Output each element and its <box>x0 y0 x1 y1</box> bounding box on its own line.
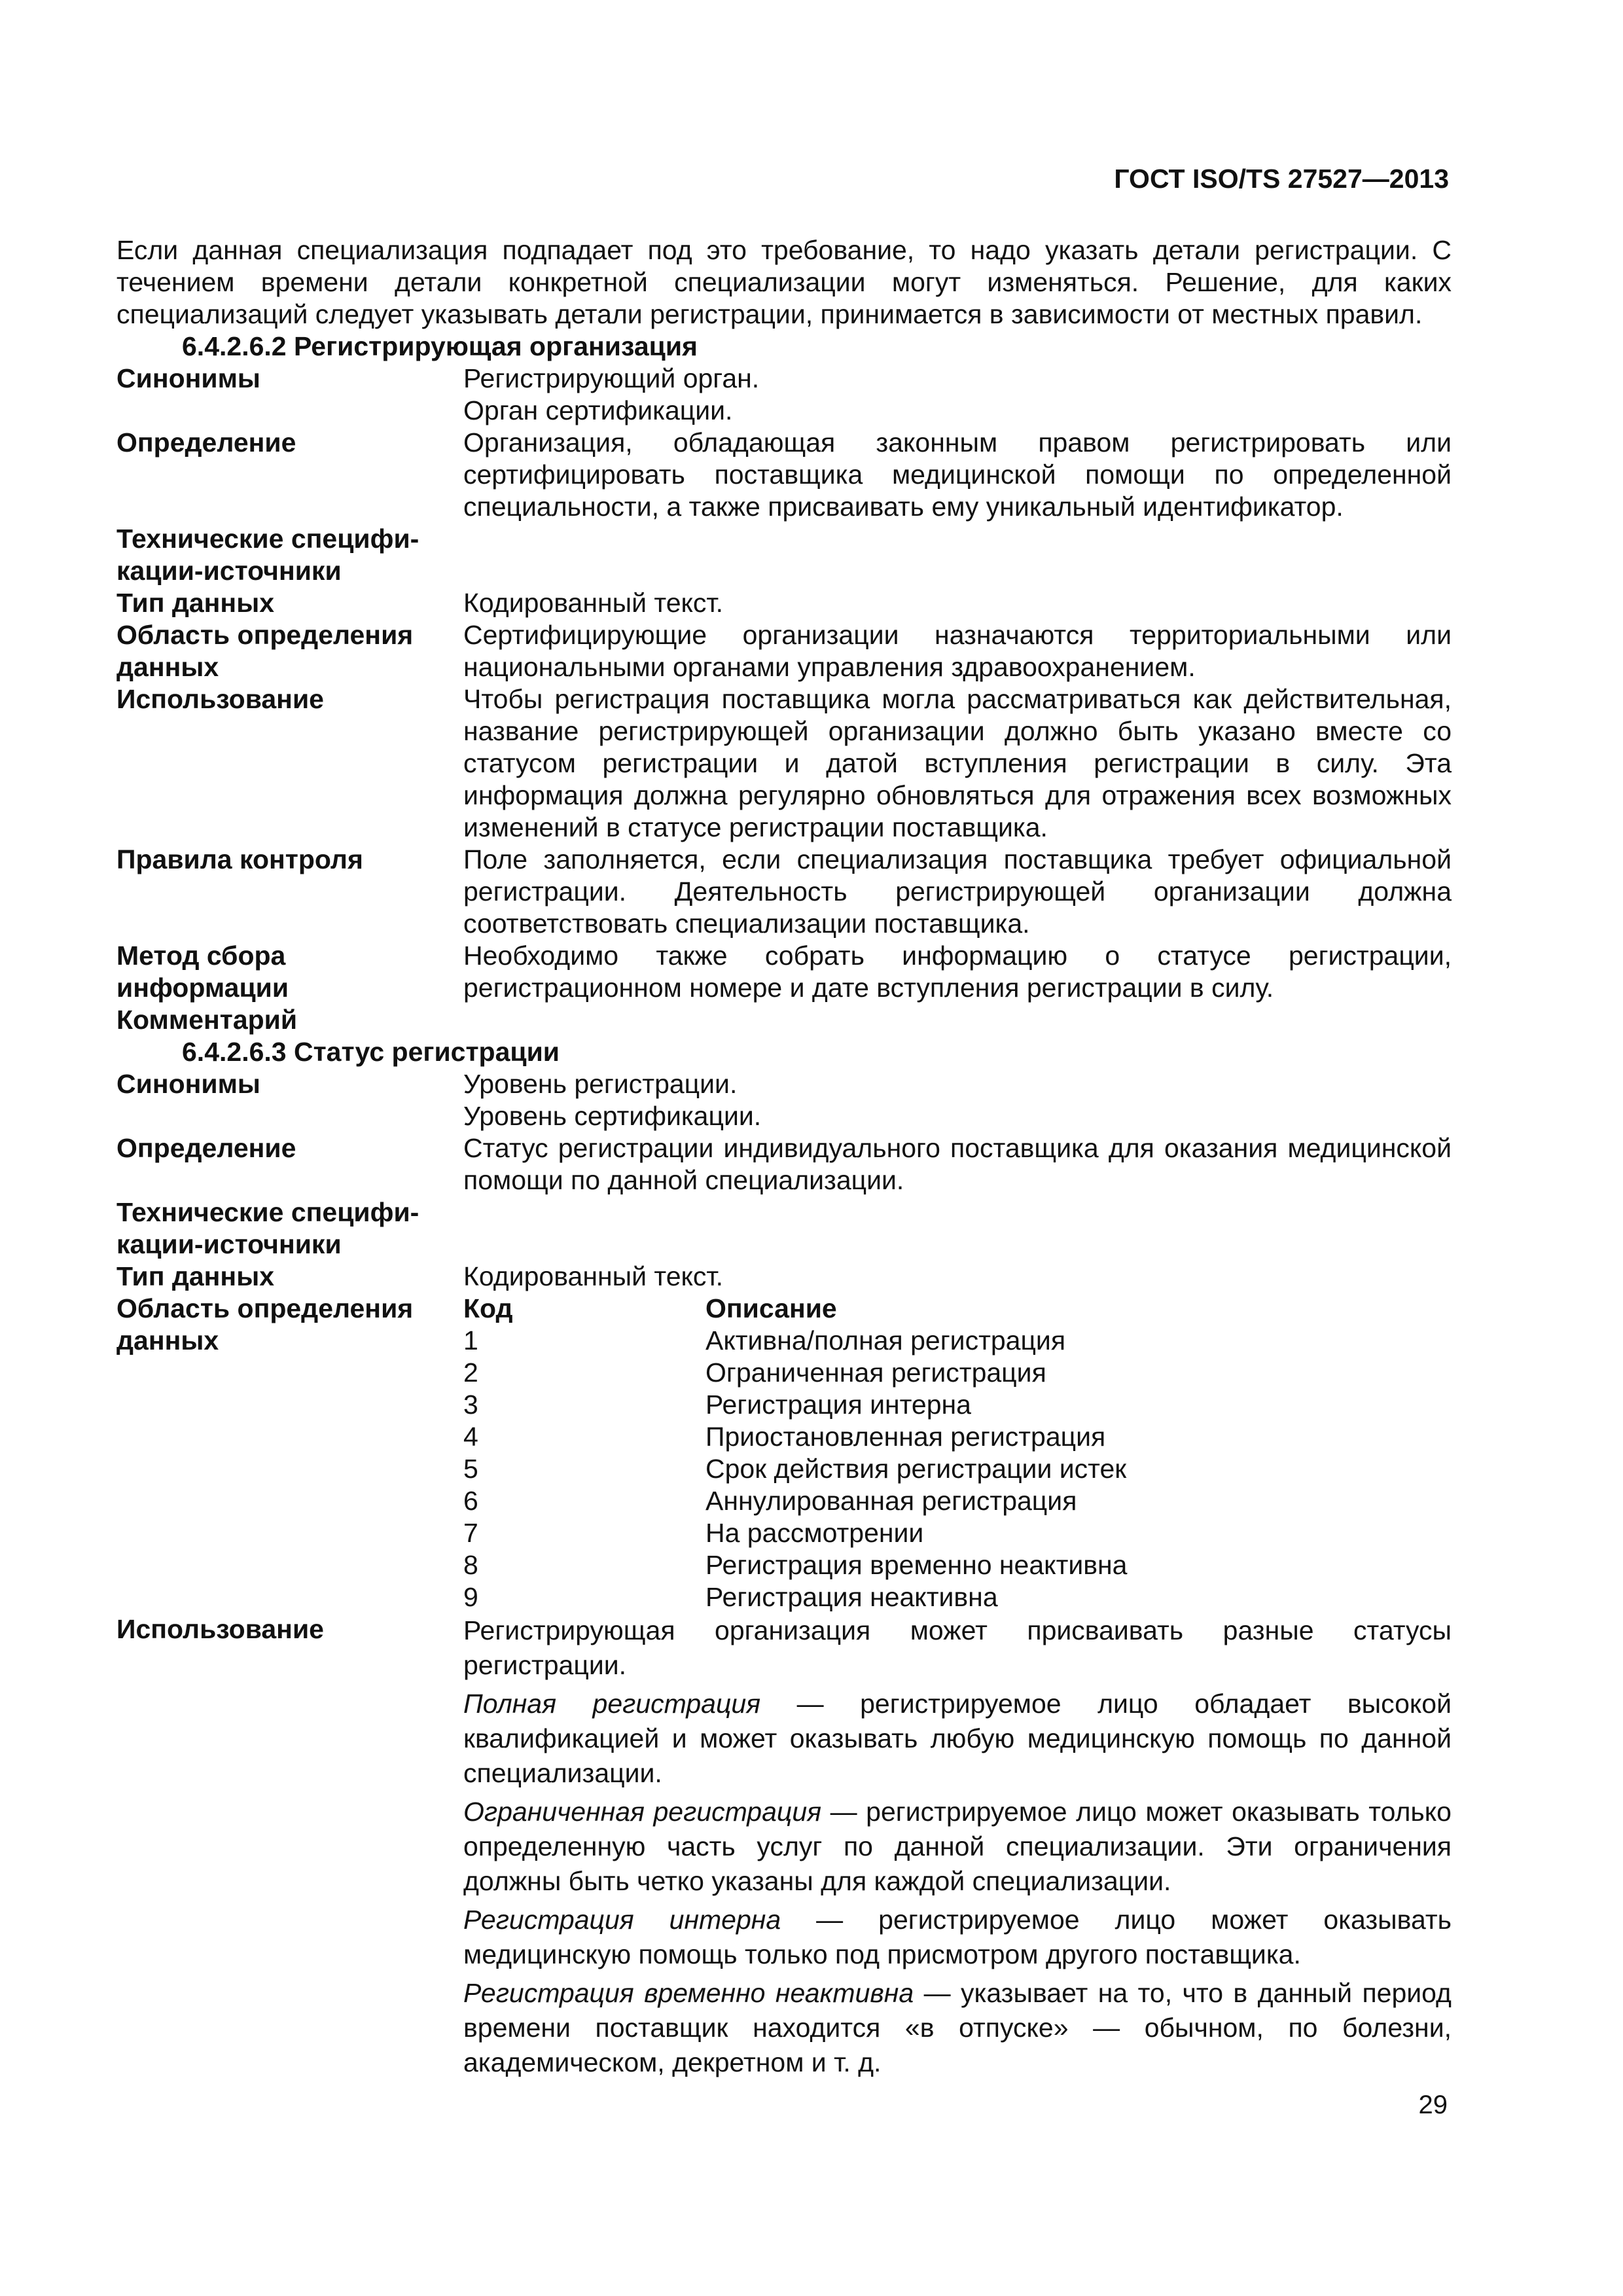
code-cell: 9 <box>463 1582 478 1612</box>
field-value: Поле заполняется, если специализация поставщика требует официальной регистрации. Деятельность регистрирующей организации должна соответствовать специализации поставщика. <box>463 844 1452 939</box>
field-row-usage <box>116 683 1452 844</box>
field-value: Кодированный текст. <box>463 1261 724 1291</box>
field-row-domain <box>116 1293 1452 1613</box>
field-value <box>463 523 1452 587</box>
description-cell: Срок действия регистрации истек <box>705 1454 1127 1484</box>
field-label: Метод сбора информации <box>116 941 289 1003</box>
usage-term: Регистрация интерна <box>463 1905 781 1935</box>
synonym-item: Уровень регистрации. <box>463 1069 738 1099</box>
field-row-definition <box>116 1132 1452 1196</box>
field-label: Технические специфи-кации-источники <box>116 524 419 586</box>
field-row-synonyms <box>116 363 1452 427</box>
field-row-synonyms <box>116 1068 1452 1132</box>
field-row-comment <box>116 1004 1452 1036</box>
code-cell: 6 <box>463 1486 478 1516</box>
field-label: Тип данных <box>116 588 275 618</box>
field-row-data-type <box>116 1261 1452 1293</box>
usage-text: — указывает на то, что в данный период времени поставщик находится «в отпуске» — обычном, по болезни, академическом, декретном и т. д. <box>463 1978 1452 2077</box>
description-column-header: Описание <box>705 1293 837 1323</box>
field-label: Тип данных <box>116 1261 275 1291</box>
code-column-header: Код <box>463 1293 513 1323</box>
field-value <box>463 363 1452 427</box>
field-value: Кодированный текст. <box>463 588 724 618</box>
usage-intro: Регистрирующая организация может присваивать разные статусы регистрации. <box>463 1615 1452 1680</box>
description-cell: Ограниченная регистрация <box>705 1357 1046 1388</box>
section-title-registration-status: 6.4.2.6.3 Статус регистрации <box>182 1037 560 1067</box>
field-value: Чтобы регистрация поставщика могла рассматриваться как действительная, название регистрирующей организации должно быть указано вместе со статусом регистрации и датой вступления регистрации в силу. Эта информация должна регулярно обновляться для отражения всех возможных изменений в статусе регистрации поставщика. <box>463 684 1452 842</box>
description-cell: Аннулированная регистрация <box>705 1486 1077 1516</box>
field-label: Использование <box>116 1614 324 1644</box>
field-label: Технические специфи-кации-источники <box>116 1197 419 1259</box>
field-label: Правила контроля <box>116 844 363 874</box>
field-value: Необходимо также собрать информацию о статусе регистрации, регистрационном номере и дате вступления регистрации в силу. <box>463 941 1452 1003</box>
usage-text: — регистрируемое лицо может оказывать медицинскую помощь только под присмотром другого поставщика. <box>463 1905 1452 1969</box>
usage-term: Регистрация временно неактивна <box>463 1978 914 2008</box>
field-row-definition <box>116 427 1452 523</box>
field-row-control-rules <box>116 844 1452 940</box>
code-table <box>463 1293 1452 1613</box>
usage-term: Ограниченная регистрация <box>463 1797 822 1827</box>
code-cell: 3 <box>463 1390 478 1420</box>
usage-text: — регистрируемое лицо обладает высокой квалификацией и может оказывать любую медицинскую помощь по данной специализации. <box>463 1689 1452 1788</box>
field-value <box>463 1293 1452 1613</box>
description-cell: Регистрация неактивна <box>705 1582 998 1612</box>
field-label: Синонимы <box>116 363 260 393</box>
code-cell: 2 <box>463 1357 478 1388</box>
synonym-item: Уровень сертификации. <box>463 1101 762 1131</box>
field-row-tech-specs <box>116 523 1452 587</box>
usage-item <box>463 1903 1452 1972</box>
field-label: Синонимы <box>116 1069 260 1099</box>
usage-term: Полная регистрация <box>463 1689 761 1719</box>
synonym-item: Орган сертификации. <box>463 395 733 425</box>
field-row-collection-method <box>116 940 1452 1004</box>
field-label: Определение <box>116 1133 296 1163</box>
field-value <box>463 1004 1452 1036</box>
field-value <box>463 1613 1452 2084</box>
field-label: Область определения данных <box>116 620 414 682</box>
code-cell: 8 <box>463 1550 478 1580</box>
field-label: Область определения данных <box>116 1293 414 1355</box>
section-title-registering-organization: 6.4.2.6.2 Регистрирующая организация <box>182 331 698 361</box>
page-content <box>116 234 1452 2084</box>
usage-item <box>463 1687 1452 1791</box>
usage-item <box>463 1795 1452 1899</box>
field-row-data-type <box>116 587 1452 619</box>
field-row-domain <box>116 619 1452 683</box>
field-row-usage <box>116 1613 1452 2084</box>
code-cell: 7 <box>463 1518 478 1548</box>
code-cell: 5 <box>463 1454 478 1484</box>
field-row-tech-specs <box>116 1196 1452 1261</box>
intro-paragraph: Если данная специализация подпадает под это требование, то надо указать детали регистрации. С течением времени детали конкретной специализации могут изменяться. Решение, для каких специализаций следует указывать детали регистрации, принимается в зависимости от местных правил. <box>116 235 1452 329</box>
field-value: Организация, обладающая законным правом регистрировать или сертифицировать поставщика медицинской помощи по определенной специальности, а также присваивать ему уникальный идентификатор. <box>463 427 1452 522</box>
code-cell: 1 <box>463 1325 478 1355</box>
field-value: Сертифицирующие организации назначаются территориальными или национальными органами управления здравоохранением. <box>463 620 1452 682</box>
field-value: Статус регистрации индивидуального поставщика для оказания медицинской помощи по данной специализации. <box>463 1133 1452 1195</box>
usage-text: — регистрируемое лицо может оказывать только определенную часть услуг по данной специализации. Эти ограничения должны быть четко указаны для каждой специализации. <box>463 1797 1452 1896</box>
description-cell: Активна/полная регистрация <box>705 1325 1066 1355</box>
description-cell: На рассмотрении <box>705 1518 924 1548</box>
field-value <box>463 1196 1452 1261</box>
page-number: 29 <box>1418 2090 1448 2119</box>
field-value <box>463 1068 1452 1132</box>
description-cell: Регистрация временно неактивна <box>705 1550 1128 1580</box>
description-cell: Регистрация интерна <box>705 1390 971 1420</box>
usage-item <box>463 1976 1452 2080</box>
document-code-header: ГОСТ ISO/TS 27527—2013 <box>1114 164 1449 194</box>
code-cell: 4 <box>463 1422 478 1452</box>
field-label: Использование <box>116 684 324 714</box>
synonym-item: Регистрирующий орган. <box>463 363 760 393</box>
field-label: Определение <box>116 427 296 457</box>
field-label: Комментарий <box>116 1005 298 1035</box>
description-cell: Приостановленная регистрация <box>705 1422 1106 1452</box>
